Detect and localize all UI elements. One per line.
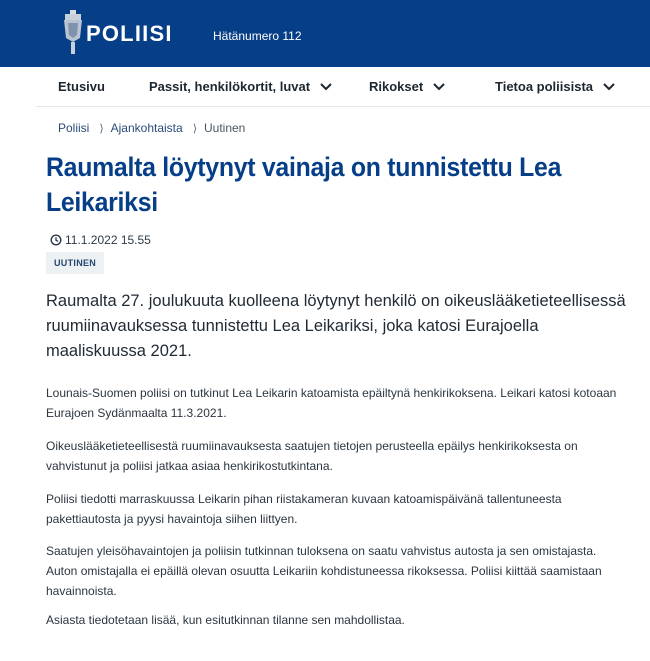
breadcrumb-separator: ⟩ [192,122,197,135]
breadcrumb-ajankohtaista[interactable]: Ajankohtaista [110,121,183,135]
chevron-down-icon [603,83,615,91]
article-paragraph: Oikeuslääketieteellisestä ruumiinavauksesta saatujen tietojen perusteella epäilys henkirikoksesta on vahvistunut ja poliisi jatkaa asiaa henkirikostutkintana. [46,439,578,473]
article-tag-badge[interactable]: UUTINEN [46,252,104,274]
breadcrumb-uutinen: Uutinen [203,121,246,135]
article-paragraph: Saatujen yleisöhavaintojen ja poliisin tutkinnan tuloksena on saatu vahvistus autosta ja sen omistajasta. Auton omistajalla ei epäillä olevan osuutta Leikariin kohdistuneessa rikoksessa. Poliisi kiittää saamistaan havainnoista. [46,544,602,598]
police-badge-icon [61,8,85,56]
breadcrumb-separator: ⟩ [99,122,104,135]
main-nav [36,67,650,107]
article-paragraph: Poliisi tiedotti marraskuussa Leikarin pihan riistakameran kuvaan katoamispäivänä tallentuneesta pakettiautosta ja pyysi havaintoja siihen liittyen. [46,492,562,526]
breadcrumb [58,121,245,135]
logo-text: POLIISI [86,21,173,46]
nav-item-tietoa-poliisista[interactable] [495,79,615,94]
clock-icon [50,234,62,246]
article-lead: Raumalta 27. joulukuuta kuolleena löytynyt henkilö on oikeuslääketieteellisessä ruumiinavauksessa tunnistettu Lea Leikariksi, joka katosi Eurajoella maaliskuussa 2021. [46,292,626,360]
nav-item-label: Tietoa poliisista [495,79,594,94]
chevron-down-icon [320,83,332,91]
chevron-down-icon [433,83,445,91]
breadcrumb-poliisi[interactable]: Poliisi [58,121,90,135]
article-paragraph: Asiasta tiedotetaan lisää, kun esitutkinnan tilanne sen mahdollistaa. [46,613,405,627]
nav-item-label: Passit, henkilökortit, luvat [149,79,311,94]
nav-item-label: Etusivu [58,79,105,94]
article-date [50,233,151,247]
nav-item-etusivu[interactable] [58,79,105,94]
site-header [0,0,650,67]
page-title: Raumalta löytynyt vainaja on tunnistettu Lea Leikariksi [46,152,562,217]
article-paragraph: Lounais-Suomen poliisi on tutkinut Lea Leikarin katoamista epäiltynä henkirikoksena. Leikari katosi kotoaan Eurajoen Sydänmaalta 11.3.2021. [46,386,617,420]
poliisi-logo[interactable] [61,8,176,56]
date-text: 11.1.2022 15.55 [65,233,151,247]
nav-item-rikokset[interactable] [369,79,445,94]
nav-item-passit[interactable] [149,79,332,94]
nav-item-label: Rikokset [369,79,424,94]
emergency-number[interactable]: Hätänumero 112 [213,29,302,43]
